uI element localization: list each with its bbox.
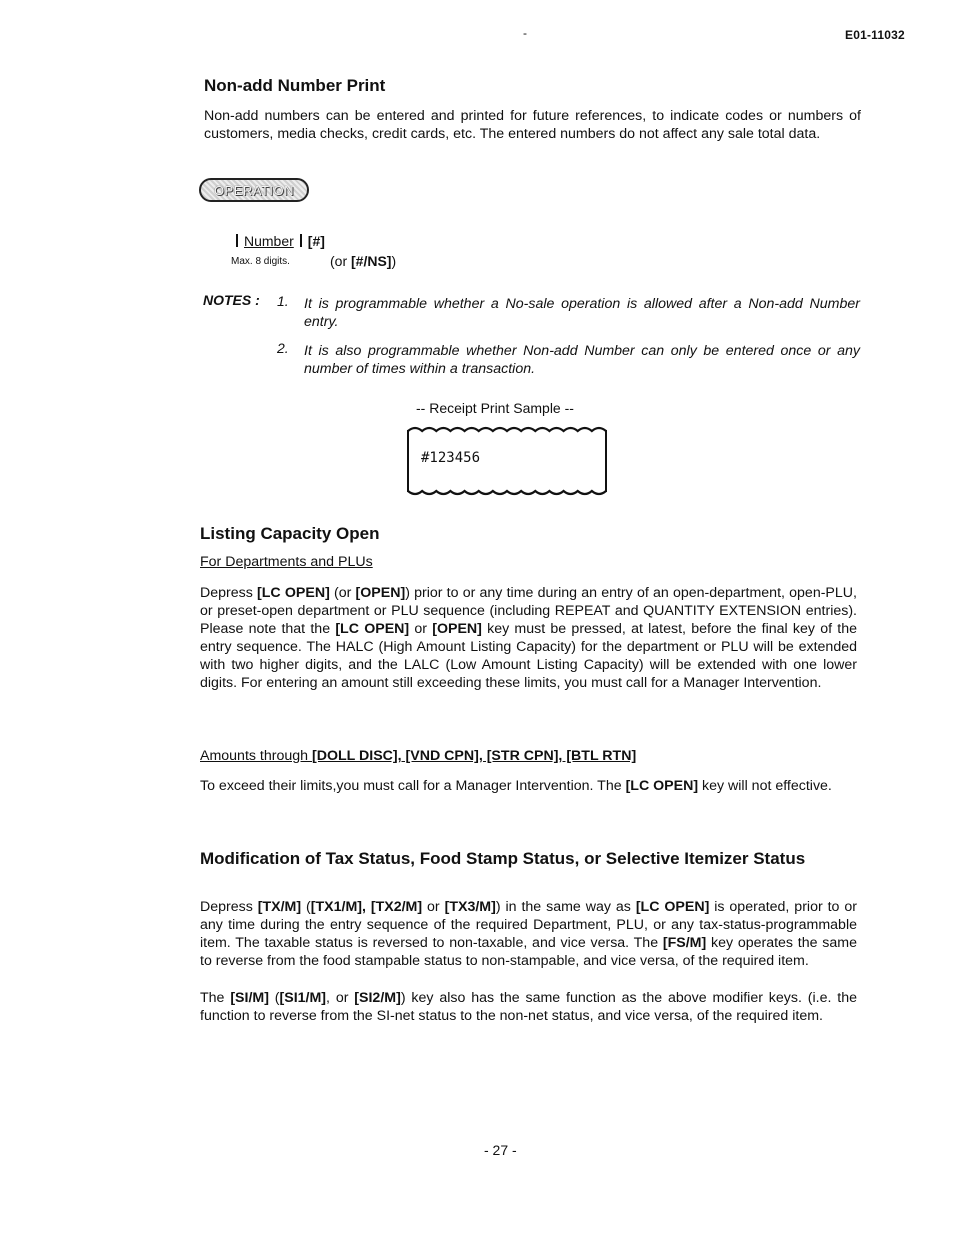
number-label: Number <box>244 233 294 249</box>
key-name: [TX/M] <box>257 899 302 915</box>
listing-subheading-amounts <box>200 747 636 765</box>
receipt-wavy-bottom <box>408 491 606 494</box>
text-run: key operates the same to reverse from the food stampable status to non-stampable, and vice versa, of the required item. <box>200 935 857 969</box>
key-name: [LC OPEN] <box>625 778 699 794</box>
text-run: ) prior to or any time during an entry of an open-department, open-PLU, or preset-open department or PLU sequence (including REPEAT and QUANTITY EXTENSION entries). Please note that the <box>200 585 857 637</box>
key-name: [SI2/M] <box>354 990 401 1006</box>
receipt-sample-title: -- Receipt Print Sample -- <box>416 400 574 416</box>
note-number-2: 2. <box>277 340 289 356</box>
ns-key: [#/NS] <box>351 253 392 269</box>
max-digits-note: Max. 8 digits. <box>231 256 290 267</box>
text-run: Amounts through <box>200 748 312 764</box>
document-id: E01-11032 <box>845 28 905 42</box>
listing-subheading-departments: For Departments and PLUs <box>200 554 373 570</box>
key-sequence <box>236 233 325 249</box>
sequence-bar-left <box>236 234 238 247</box>
non-add-body: Non-add numbers can be entered and printed for future references, to indicate codes or numbers of customers, media checks, credit cards, etc. The entered numbers do not affect any sale total data. <box>204 108 861 142</box>
text-run: ( <box>268 990 280 1006</box>
modification-paragraph-2 <box>200 989 857 1025</box>
text-run: ( <box>301 899 311 915</box>
text-run: The <box>200 990 231 1006</box>
non-add-title: Non-add Number Print <box>204 76 386 95</box>
key-name: [LC OPEN] <box>257 585 330 601</box>
header-dash: - <box>523 26 527 40</box>
text-run: To exceed their limits,you must call for a Manager Intervention. The <box>200 778 626 794</box>
modification-paragraph-1 <box>200 898 857 970</box>
text-run: or <box>409 621 433 637</box>
text-run: Depress <box>200 585 258 601</box>
key-name: [LC OPEN] <box>635 899 710 915</box>
text-run: , or <box>326 990 355 1006</box>
modification-title: Modification of Tax Status, Food Stamp Status, or Selective Itemizer Status <box>200 849 806 868</box>
listing-paragraph-1 <box>200 584 857 692</box>
note-text-1: It is programmable whether a No-sale operation is allowed after a Non-add Number entry. <box>304 296 860 330</box>
listing-paragraph-2 <box>200 777 857 795</box>
listing-title: Listing Capacity Open <box>200 524 380 543</box>
text-run: (or <box>329 585 356 601</box>
text-run: Depress <box>200 899 258 915</box>
key-name: [LC OPEN] <box>335 621 410 637</box>
alt-prefix: (or <box>330 253 351 269</box>
hash-key: [#] <box>307 233 325 249</box>
key-name: [SI/M] <box>230 990 269 1006</box>
key-name: [TX1/M], [TX2/M] <box>310 899 423 915</box>
text-run: is operated, prior to or any time during the entry sequence of the required Department, PLU, or any tax-status-programmable item. The taxable status is reversed to non-taxable, and vice versa. The <box>200 899 857 951</box>
receipt-number: #123456 <box>421 450 481 466</box>
key-name: [DOLL DISC], [VND CPN], [STR CPN], [BTL RTN] <box>312 748 637 764</box>
note-number-1: 1. <box>277 293 289 309</box>
text-run: ) key also has the same function as the above modifier keys. (i.e. the function to reverse from the SI-net status to the non-net status, and vice versa, of the required item. <box>200 990 857 1024</box>
text-run: key must be pressed, at latest, before the final key of the entry sequence. The HALC (High Amount Listing Capacity) for the department or PLU will be extended with two higher digits, and the LALC (Low Amount Listing Capacity) will be extended with one lower digits. For entering an amount still exceeding these limits, you must call for a Manager Intervention. <box>200 621 858 691</box>
text-run: key will not effective. <box>698 778 832 794</box>
key-name: [TX3/M] <box>444 899 496 915</box>
key-name: [SI1/M] <box>279 990 327 1006</box>
text-run: or <box>422 899 445 915</box>
key-name: [FS/M] <box>662 935 707 951</box>
text-run: ) in the same way as <box>495 899 636 915</box>
key-name: [OPEN] <box>432 621 482 637</box>
note-text-2: It is also programmable whether Non-add Number can only be entered once or any number of times within a transaction. <box>304 343 860 377</box>
alt-suffix: ) <box>391 253 397 269</box>
page-number: - 27 - <box>484 1142 517 1158</box>
receipt-wavy-top <box>408 428 606 431</box>
sequence-bar-right <box>300 234 302 247</box>
operation-badge: OPERATION <box>199 178 309 202</box>
alt-key-note <box>330 253 396 269</box>
key-name: [OPEN] <box>355 585 406 601</box>
notes-label: NOTES : <box>203 292 260 308</box>
